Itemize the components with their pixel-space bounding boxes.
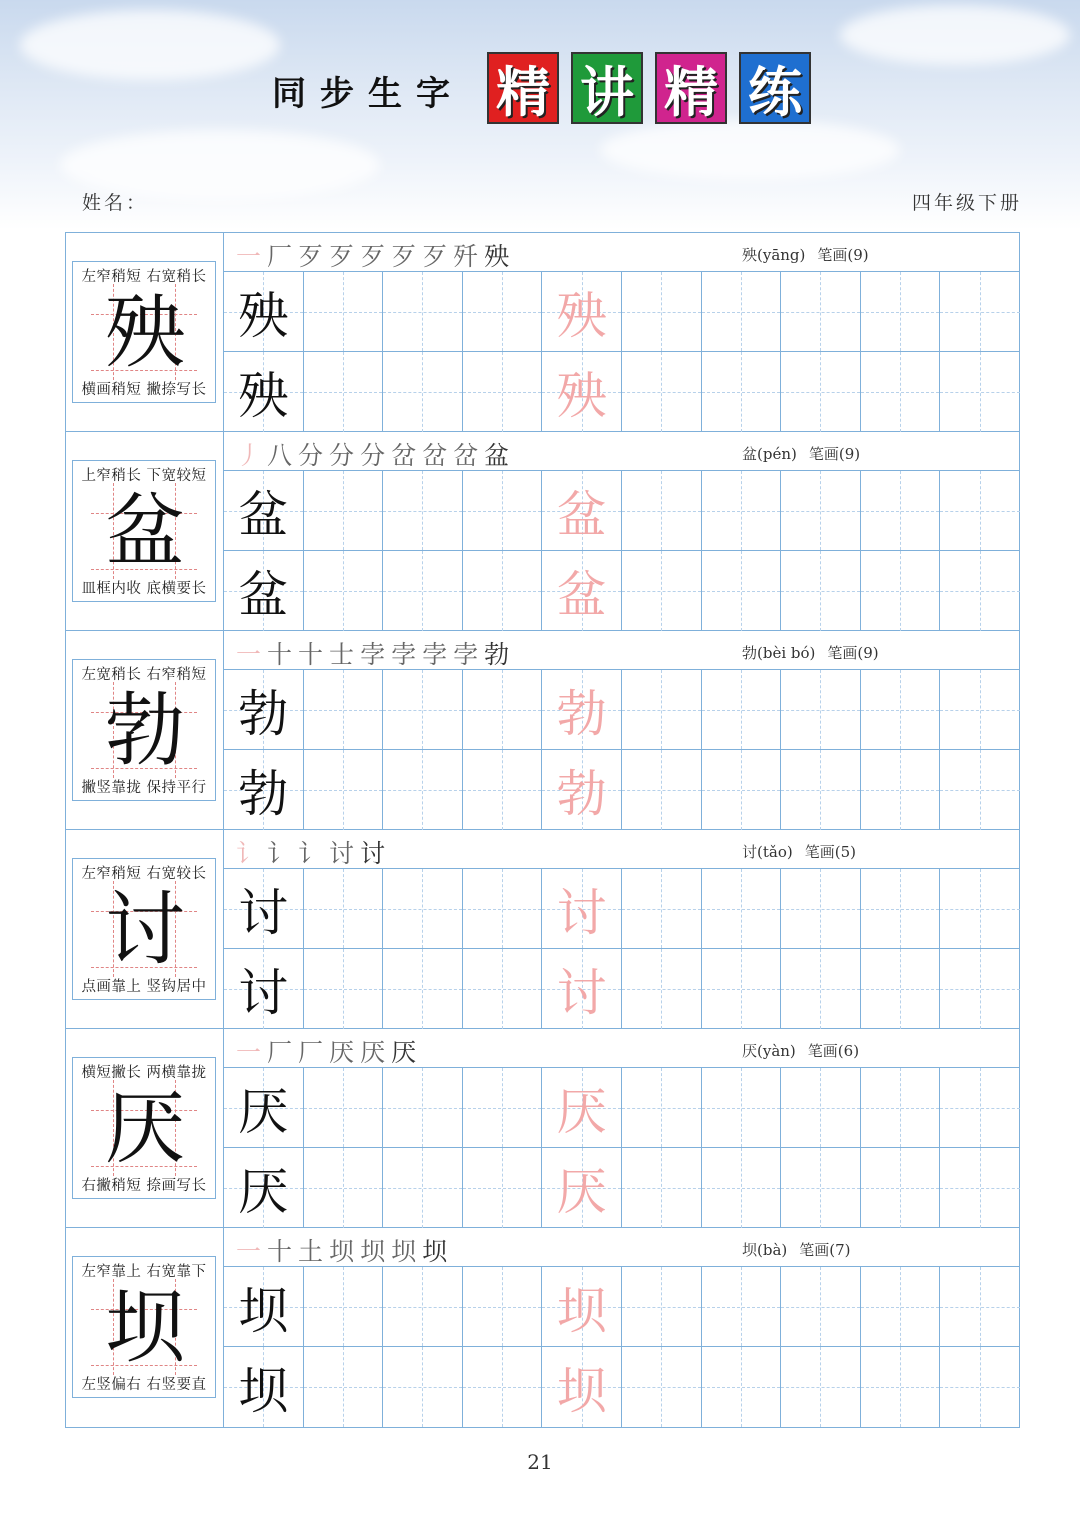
- practice-cell-empty[interactable]: [940, 949, 1020, 1029]
- stroke-step: 讨: [329, 839, 361, 868]
- trace-character: 讨: [556, 883, 607, 942]
- stroke-order-row: [224, 631, 1019, 670]
- trace-character: 勃: [556, 765, 607, 823]
- practice-row: [224, 869, 1019, 949]
- practice-cell-empty[interactable]: [781, 750, 861, 830]
- practice-cell: [542, 869, 622, 948]
- practice-cell: [224, 272, 304, 351]
- stroke-step: 坝: [329, 1237, 361, 1266]
- demo-box: [72, 1057, 216, 1199]
- practice-cell-empty[interactable]: [861, 869, 941, 948]
- trace-character: 坝: [556, 1281, 607, 1340]
- practice-cell-empty[interactable]: [940, 750, 1020, 830]
- stroke-sequence: [236, 834, 391, 870]
- practice-cell-empty[interactable]: [622, 1347, 702, 1427]
- practice-cell-empty[interactable]: [702, 949, 782, 1029]
- title-badge-3: 精: [655, 52, 727, 124]
- practice-cell-empty[interactable]: [861, 272, 941, 351]
- character-info: [742, 244, 869, 265]
- title-badge-4: 练: [739, 52, 811, 124]
- model-character: 坝: [238, 1362, 289, 1420]
- practice-cell-empty[interactable]: [702, 750, 782, 830]
- stroke-order-row: [224, 233, 1019, 272]
- demo-character: 厌: [105, 1082, 185, 1175]
- practice-cell-empty[interactable]: [622, 750, 702, 830]
- practice-row: [224, 272, 1019, 352]
- practice-cell-empty[interactable]: [861, 352, 941, 432]
- practice-row: [224, 1267, 1019, 1347]
- practice-cell-empty[interactable]: [861, 471, 941, 550]
- pinyin-info: 盆(pén): [742, 445, 797, 463]
- character-block: [66, 830, 1019, 1029]
- practice-cell-empty[interactable]: [383, 949, 463, 1029]
- demo-tip-top: 上窄稍长 下宽较短: [81, 468, 207, 484]
- stroke-sequence: [236, 436, 515, 472]
- practice-cell: [224, 551, 304, 631]
- practice-cell-empty[interactable]: [861, 1267, 941, 1346]
- title-badges: [487, 52, 811, 124]
- demo-character: 勃: [105, 684, 185, 777]
- practice-cell: [542, 1148, 622, 1228]
- practice-cell-empty[interactable]: [940, 670, 1020, 749]
- practice-cell-empty[interactable]: [861, 1347, 941, 1427]
- practice-cell-empty[interactable]: [861, 551, 941, 631]
- character-info: [742, 1239, 851, 1260]
- practice-cell-empty[interactable]: [940, 551, 1020, 631]
- practice-cell-empty[interactable]: [383, 1148, 463, 1228]
- demo-box: [72, 261, 216, 403]
- practice-cell: [542, 551, 622, 631]
- stroke-step: 孛: [391, 640, 423, 669]
- practice-row: [224, 1347, 1019, 1427]
- demo-tip-top: 左窄稍短 右宽较长: [81, 866, 207, 882]
- trace-character: 盆: [556, 485, 607, 544]
- practice-cell-empty[interactable]: [304, 471, 384, 550]
- demo-column: [66, 631, 224, 829]
- practice-cell-empty[interactable]: [304, 1148, 384, 1228]
- practice-cell-empty[interactable]: [622, 949, 702, 1029]
- practice-cell-empty[interactable]: [781, 949, 861, 1029]
- character-block: [66, 233, 1019, 432]
- page-title: 同步生字: [272, 74, 464, 114]
- model-character: 殃: [238, 367, 289, 425]
- demo-tip-top: 横短撇长 两横靠拢: [81, 1065, 207, 1081]
- practice-cell-empty[interactable]: [304, 949, 384, 1029]
- stroke-step: 讠: [298, 839, 330, 868]
- stroke-step: 岔: [453, 441, 485, 470]
- practice-cell-empty[interactable]: [622, 670, 702, 749]
- stroke-count-info: 笔画(7): [799, 1241, 851, 1259]
- practice-cell-empty[interactable]: [702, 1148, 782, 1228]
- stroke-sequence: [236, 1033, 422, 1069]
- demo-box: [72, 1256, 216, 1398]
- stroke-step: 孛: [422, 640, 454, 669]
- practice-row: [224, 471, 1019, 551]
- practice-row: [224, 670, 1019, 750]
- practice-cell-empty[interactable]: [702, 551, 782, 631]
- stroke-step: 歹: [360, 242, 392, 271]
- pinyin-info: 殃(yāng): [742, 246, 806, 264]
- stroke-step: 八: [267, 441, 299, 470]
- practice-cell: [224, 750, 304, 830]
- stroke-step: 歹: [329, 242, 361, 271]
- practice-cell-empty[interactable]: [940, 1068, 1020, 1147]
- practice-row: [224, 352, 1019, 432]
- character-block: [66, 432, 1019, 631]
- stroke-step: 一: [236, 640, 268, 669]
- stroke-step: 岔: [422, 441, 454, 470]
- stroke-order-row: [224, 830, 1019, 869]
- title-badge-1: 精: [487, 52, 559, 124]
- practice-cell-empty[interactable]: [463, 1347, 543, 1427]
- practice-cell-empty[interactable]: [304, 352, 384, 432]
- practice-cell-empty[interactable]: [781, 272, 861, 351]
- model-character: 盆: [238, 485, 289, 544]
- practice-cell: [224, 471, 304, 550]
- trace-character: 讨: [556, 964, 607, 1022]
- practice-cell-empty[interactable]: [383, 471, 463, 550]
- practice-cell-empty[interactable]: [304, 1267, 384, 1346]
- stroke-step: 讠: [267, 839, 299, 868]
- stroke-count-info: 笔画(5): [804, 843, 856, 861]
- stroke-step: 一: [236, 1237, 268, 1266]
- demo-character: 盆: [105, 485, 185, 578]
- stroke-step: 坝: [422, 1237, 454, 1266]
- demo-column: [66, 432, 224, 630]
- model-character: 殃: [238, 286, 289, 345]
- trace-character: 勃: [556, 684, 607, 743]
- stroke-step: 厌: [360, 1038, 392, 1067]
- stroke-step: 歼: [453, 242, 485, 271]
- practice-cell: [542, 352, 622, 432]
- practice-cell-empty[interactable]: [622, 1068, 702, 1147]
- stroke-order-row: [224, 1029, 1019, 1068]
- practice-cell-empty[interactable]: [463, 869, 543, 948]
- stroke-step: 歹: [298, 242, 330, 271]
- stroke-step: 讠: [236, 839, 268, 868]
- demo-tip-top: 左窄靠上 右宽靠下: [81, 1264, 207, 1280]
- practice-cell-empty[interactable]: [702, 1267, 782, 1346]
- demo-tip-top: 左窄稍短 右宽稍长: [81, 269, 207, 285]
- practice-cell: [224, 1347, 304, 1427]
- stroke-step: 一: [236, 242, 268, 271]
- stroke-step: 坝: [391, 1237, 423, 1266]
- practice-cell-empty[interactable]: [383, 869, 463, 948]
- demo-column: [66, 1228, 224, 1427]
- practice-cell-empty[interactable]: [940, 1267, 1020, 1346]
- cloud-decoration: [840, 5, 1070, 65]
- practice-cell: [542, 1068, 622, 1147]
- stroke-step: 勃: [484, 640, 516, 669]
- stroke-step: 十: [267, 1237, 299, 1266]
- stroke-step: 坝: [360, 1237, 392, 1266]
- practice-cell-empty[interactable]: [702, 1347, 782, 1427]
- stroke-step: 孛: [453, 640, 485, 669]
- practice-cell-empty[interactable]: [622, 1148, 702, 1228]
- practice-cell-empty[interactable]: [304, 1068, 384, 1147]
- practice-cell: [224, 352, 304, 432]
- model-character: 勃: [238, 684, 289, 743]
- character-info: [742, 1040, 859, 1061]
- stroke-step: 分: [329, 441, 361, 470]
- stroke-count-info: 笔画(9): [817, 246, 869, 264]
- trace-character: 殃: [556, 367, 607, 425]
- trace-character: 坝: [556, 1362, 607, 1420]
- practice-cell-empty[interactable]: [463, 949, 543, 1029]
- stroke-step: 厌: [329, 1038, 361, 1067]
- practice-cell-empty[interactable]: [383, 272, 463, 351]
- demo-character: 坝: [105, 1281, 185, 1374]
- practice-cell-empty[interactable]: [861, 1148, 941, 1228]
- practice-cell: [542, 1267, 622, 1346]
- practice-cell-empty[interactable]: [463, 272, 543, 351]
- stroke-step: 士: [329, 640, 361, 669]
- stroke-step: 十: [298, 640, 330, 669]
- practice-cell-empty[interactable]: [304, 272, 384, 351]
- stroke-step: 十: [267, 640, 299, 669]
- practice-cell-empty[interactable]: [702, 471, 782, 550]
- practice-cell-empty[interactable]: [304, 1347, 384, 1427]
- practice-cell-empty[interactable]: [463, 471, 543, 550]
- practice-cell-empty[interactable]: [940, 352, 1020, 432]
- practice-cell-empty[interactable]: [940, 1148, 1020, 1228]
- practice-cell: [224, 670, 304, 749]
- practice-cell-empty[interactable]: [702, 1068, 782, 1147]
- cloud-decoration: [600, 120, 900, 180]
- practice-cell-empty[interactable]: [861, 1068, 941, 1147]
- model-character: 讨: [238, 964, 289, 1022]
- stroke-step: 厂: [267, 242, 299, 271]
- practice-cell: [224, 1267, 304, 1346]
- practice-cell-empty[interactable]: [304, 551, 384, 631]
- practice-cell-empty[interactable]: [781, 869, 861, 948]
- character-block: [66, 631, 1019, 830]
- practice-cell-empty[interactable]: [304, 750, 384, 830]
- practice-cell-empty[interactable]: [940, 869, 1020, 948]
- stroke-step: 土: [298, 1237, 330, 1266]
- practice-cell-empty[interactable]: [383, 352, 463, 432]
- character-info: [742, 443, 860, 464]
- stroke-count-info: 笔画(6): [807, 1042, 860, 1060]
- practice-row: [224, 949, 1019, 1029]
- stroke-step: 歹: [391, 242, 423, 271]
- practice-sheet: [65, 232, 1020, 1428]
- demo-column: [66, 233, 224, 431]
- model-character: 勃: [238, 765, 289, 823]
- stroke-step: 歹: [422, 242, 454, 271]
- character-info: [742, 841, 856, 862]
- practice-cell-empty[interactable]: [463, 551, 543, 631]
- practice-cell-empty[interactable]: [781, 352, 861, 432]
- practice-cell: [542, 272, 622, 351]
- pinyin-info: 坝(bà): [742, 1241, 788, 1259]
- demo-tip-bottom: 左竖偏右 右竖要直: [81, 1377, 207, 1393]
- stroke-order-row: [224, 432, 1019, 471]
- practice-cell: [542, 1347, 622, 1427]
- cloud-decoration: [20, 10, 280, 80]
- demo-tip-bottom: 横画稍短 撇捺写长: [81, 382, 207, 398]
- practice-cell-empty[interactable]: [383, 670, 463, 749]
- stroke-step: 厌: [391, 1038, 423, 1067]
- practice-cell-empty[interactable]: [383, 750, 463, 830]
- practice-cell-empty[interactable]: [702, 352, 782, 432]
- demo-box: [72, 460, 216, 602]
- stroke-step: 讨: [360, 839, 392, 868]
- practice-cell-empty[interactable]: [463, 1068, 543, 1147]
- trace-character: 殃: [556, 286, 607, 345]
- practice-cell: [542, 670, 622, 749]
- demo-tip-bottom: 撇竖靠拢 保持平行: [81, 780, 207, 796]
- practice-cell-empty[interactable]: [940, 471, 1020, 550]
- practice-cell-empty[interactable]: [463, 750, 543, 830]
- practice-cell: [542, 949, 622, 1029]
- practice-cell-empty[interactable]: [781, 551, 861, 631]
- model-character: 坝: [238, 1281, 289, 1340]
- model-character: 厌: [238, 1082, 289, 1141]
- pinyin-info: 厌(yàn): [742, 1042, 796, 1060]
- practice-cell-empty[interactable]: [861, 949, 941, 1029]
- demo-column: [66, 830, 224, 1028]
- practice-cell-empty[interactable]: [940, 1347, 1020, 1427]
- stroke-step: 厂: [267, 1038, 299, 1067]
- practice-cell-empty[interactable]: [304, 869, 384, 948]
- demo-character: 讨: [105, 883, 185, 976]
- practice-cell-empty[interactable]: [383, 1267, 463, 1346]
- practice-cell-empty[interactable]: [702, 272, 782, 351]
- practice-row: [224, 1068, 1019, 1148]
- practice-cell-empty[interactable]: [383, 1068, 463, 1147]
- stroke-order-row: [224, 1228, 1019, 1267]
- grade-label: 四年级下册: [912, 192, 1023, 214]
- practice-cell-empty[interactable]: [383, 1347, 463, 1427]
- practice-cell: [224, 1068, 304, 1147]
- stroke-step: 分: [360, 441, 392, 470]
- practice-cell-empty[interactable]: [940, 272, 1020, 351]
- practice-cell-empty[interactable]: [304, 670, 384, 749]
- model-character: 讨: [238, 883, 289, 942]
- stroke-count-info: 笔画(9): [808, 445, 861, 463]
- demo-character: 殃: [105, 286, 185, 379]
- practice-cell-empty[interactable]: [781, 471, 861, 550]
- pinyin-info: 勃(bèi bó): [742, 644, 816, 662]
- practice-cell-empty[interactable]: [463, 670, 543, 749]
- stroke-sequence: [236, 635, 515, 671]
- practice-cell-empty[interactable]: [861, 750, 941, 830]
- practice-cell-empty[interactable]: [781, 1148, 861, 1228]
- practice-cell-empty[interactable]: [702, 869, 782, 948]
- practice-cell-empty[interactable]: [622, 352, 702, 432]
- stroke-step: 孛: [360, 640, 392, 669]
- stroke-step: 岔: [391, 441, 423, 470]
- demo-column: [66, 1029, 224, 1227]
- practice-cell-empty[interactable]: [622, 471, 702, 550]
- pinyin-info: 讨(tǎo): [742, 843, 793, 861]
- practice-cell: [542, 471, 622, 550]
- practice-cell-empty[interactable]: [781, 1347, 861, 1427]
- practice-cell-empty[interactable]: [622, 1267, 702, 1346]
- practice-cell: [542, 750, 622, 830]
- practice-cell-empty[interactable]: [463, 1148, 543, 1228]
- character-info: [742, 642, 879, 663]
- practice-cell: [224, 869, 304, 948]
- stroke-step: 分: [298, 441, 330, 470]
- trace-character: 厌: [556, 1163, 607, 1221]
- title-badge-2: 讲: [571, 52, 643, 124]
- character-block: [66, 1228, 1019, 1427]
- practice-cell-empty[interactable]: [383, 551, 463, 631]
- page-number: 21: [527, 1450, 553, 1474]
- model-character: 盆: [238, 566, 289, 624]
- practice-cell-empty[interactable]: [861, 670, 941, 749]
- stroke-sequence: [236, 1232, 453, 1268]
- practice-row: [224, 1148, 1019, 1228]
- practice-cell-empty[interactable]: [781, 1068, 861, 1147]
- practice-cell-empty[interactable]: [463, 1267, 543, 1346]
- stroke-sequence: [236, 237, 515, 273]
- demo-tip-top: 左宽稍长 右窄稍短: [81, 667, 207, 683]
- practice-cell-empty[interactable]: [463, 352, 543, 432]
- model-character: 厌: [238, 1163, 289, 1221]
- stroke-step: 殃: [484, 242, 516, 271]
- demo-tip-bottom: 皿框内收 底横要长: [81, 581, 207, 597]
- practice-row: [224, 551, 1019, 631]
- character-block: [66, 1029, 1019, 1228]
- practice-cell: [224, 1148, 304, 1228]
- demo-tip-bottom: 右撇稍短 捺画写长: [81, 1178, 207, 1194]
- demo-box: [72, 659, 216, 801]
- trace-character: 厌: [556, 1082, 607, 1141]
- stroke-step: 厂: [298, 1038, 330, 1067]
- stroke-step: 一: [236, 1038, 268, 1067]
- stroke-step: 丿: [236, 441, 268, 470]
- practice-cell-empty[interactable]: [781, 670, 861, 749]
- practice-cell-empty[interactable]: [781, 1267, 861, 1346]
- practice-row: [224, 750, 1019, 830]
- stroke-count-info: 笔画(9): [827, 644, 879, 662]
- trace-character: 盆: [556, 566, 607, 624]
- demo-box: [72, 858, 216, 1000]
- practice-cell-empty[interactable]: [622, 272, 702, 351]
- practice-cell-empty[interactable]: [622, 551, 702, 631]
- demo-tip-bottom: 点画靠上 竖钩居中: [81, 979, 207, 995]
- practice-cell-empty[interactable]: [622, 869, 702, 948]
- name-label: 姓名：: [82, 192, 149, 214]
- practice-cell-empty[interactable]: [702, 670, 782, 749]
- practice-cell: [224, 949, 304, 1029]
- stroke-step: 盆: [484, 441, 516, 470]
